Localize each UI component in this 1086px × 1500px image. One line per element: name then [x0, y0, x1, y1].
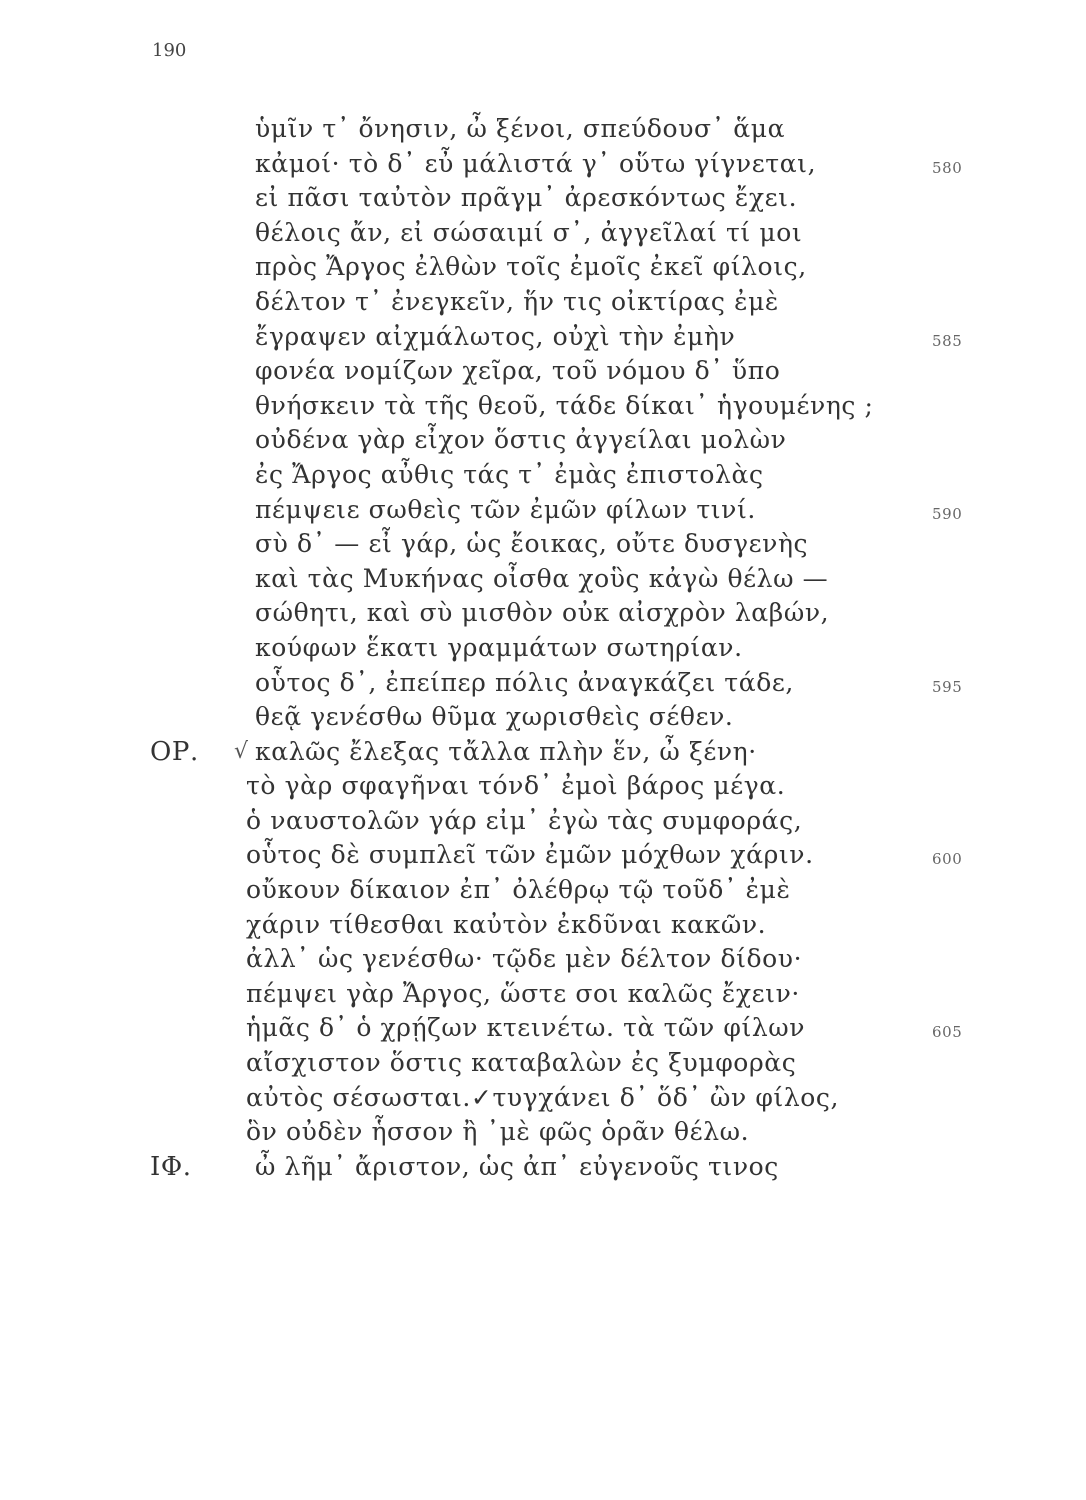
verse-text-line: πέμψει γὰρ Ἄργος, ὥστε σοι καλῶς ἔχειν· [246, 978, 800, 1008]
verse-line [150, 908, 1030, 943]
verse-text-line: ὦ λῆμ᾽ ἄριστον, ὡς ἀπ᾽ εὐγενοῦς τινος [255, 1151, 779, 1181]
line-number: 600 [932, 850, 963, 869]
verse-line [150, 769, 1030, 804]
verse-text-line: θνήσκειν τὰ τῆς θεοῦ, τάδε δίκαι᾽ ἡγουμένης ; [255, 390, 874, 420]
line-number: 605 [932, 1023, 963, 1042]
verse-text-line: ἐς Ἄργος αὖθις τάς τ᾽ ἐμὰς ἐπιστολὰς [255, 459, 764, 489]
verse-line [150, 735, 1030, 770]
verse-text-line: καὶ τὰς Μυκήνας οἶσθα χοὓς κἀγὼ θέλω — [255, 563, 829, 593]
verse-line [150, 458, 1030, 493]
verse-text-line: σώθητι, καὶ σὺ μισθὸν οὐκ αἰσχρὸν λαβών, [255, 598, 830, 628]
verse-text-line: ὁ ναυστολῶν γάρ εἰμ᾽ ἐγὼ τὰς συμφοράς, [246, 805, 803, 835]
verse-text-line: χάριν τίθεσθαι καὐτὸν ἐκδῦναι κακῶν. [246, 909, 767, 939]
verse-text [150, 112, 1030, 1184]
verse-text-line: ὃν οὐδὲν ἧσσον ἢ ᾽μὲ φῶς ὁρᾶν θέλω. [246, 1117, 750, 1147]
verse-text-line: δέλτον τ᾽ ἐνεγκεῖν, ἥν τις οἰκτίρας ἐμὲ [255, 286, 779, 316]
verse-line [150, 1011, 1030, 1046]
verse-line [150, 631, 1030, 666]
line-number: 595 [932, 677, 963, 696]
verse-line [150, 1046, 1030, 1081]
verse-line [150, 1150, 1030, 1185]
verse-text-line: ἔγραψεν αἰχμάλωτος, οὐχὶ τὴν ἐμὴν [255, 321, 736, 351]
verse-line [150, 250, 1030, 285]
verse-line [150, 181, 1030, 216]
verse-line [150, 596, 1030, 631]
verse-text-line: κἀμοί· τὸ δ᾽ εὖ μάλιστά γ᾽ οὕτω γίγνεται, [255, 148, 817, 178]
line-number: 585 [932, 331, 963, 350]
verse-line [150, 493, 1030, 528]
verse-line [150, 112, 1030, 147]
speaker-label: ΟΡ. [150, 736, 199, 767]
verse-line [150, 666, 1030, 701]
verse-text-line: οὗτος δ᾽, ἐπείπερ πόλις ἀναγκάζει τάδε, [255, 667, 794, 697]
verse-text-line: οὔκουν δίκαιον ἐπ᾽ ὀλέθρῳ τῷ τοῦδ᾽ ἐμὲ [246, 875, 791, 905]
line-number: 590 [932, 504, 963, 523]
verse-text-line: πρὸς Ἄργος ἐλθὼν τοῖς ἐμοῖς ἐκεῖ φίλοις, [255, 252, 807, 282]
page-number: 190 [152, 40, 187, 61]
verse-line [150, 562, 1030, 597]
verse-text-line: πέμψειε σωθεὶς τῶν ἐμῶν φίλων τινί. [255, 494, 756, 524]
verse-text-line: καλῶς ἔλεξας τἄλλα πλὴν ἕν, ὦ ξένη· [255, 736, 757, 766]
verse-line [150, 320, 1030, 355]
verse-line [150, 216, 1030, 251]
verse-text-line: ἀλλ᾽ ὡς γενέσθω· τῷδε μὲν δέλτον δίδου· [246, 944, 803, 974]
margin-mark: √ [234, 738, 249, 764]
verse-line [150, 285, 1030, 320]
verse-line [150, 838, 1030, 873]
verse-text-line: εἰ πᾶσι ταὐτὸν πρᾶγμ᾽ ἀρεσκόντως ἔχει. [255, 183, 798, 213]
verse-line [150, 873, 1030, 908]
verse-line [150, 977, 1030, 1012]
verse-line [150, 527, 1030, 562]
verse-text-line: ἡμᾶς δ᾽ ὁ χρῄζων κτεινέτω. τὰ τῶν φίλων [246, 1013, 806, 1043]
speaker-label: ΙΦ. [150, 1151, 192, 1182]
verse-text-line: τὸ γὰρ σφαγῆναι τόνδ᾽ ἐμοὶ βάρος μέγα. [246, 771, 786, 801]
verse-line [150, 147, 1030, 182]
verse-line [150, 700, 1030, 735]
verse-text-line: θεᾷ γενέσθω θῦμα χωρισθεὶς σέθεν. [255, 702, 734, 732]
verse-line [150, 354, 1030, 389]
verse-text-line: αἴσχιστον ὅστις καταβαλὼν ἐς ξυμφορὰς [246, 1048, 797, 1078]
verse-text-line: φονέα νομίζων χεῖρα, τοῦ νόμου δ᾽ ὕπο [255, 356, 781, 386]
verse-line [150, 1081, 1030, 1116]
verse-text-line: οὗτος δὲ συμπλεῖ τῶν ἐμῶν μόχθων χάριν. [246, 840, 814, 870]
verse-text-line: ὑμῖν τ᾽ ὄνησιν, ὦ ξένοι, σπεύδουσ᾽ ἅμα [255, 114, 786, 143]
verse-line [150, 942, 1030, 977]
line-number: 580 [932, 158, 963, 177]
verse-line [150, 389, 1030, 424]
verse-line [150, 1115, 1030, 1150]
verse-text-line: θέλοις ἄν, εἰ σώσαιμί σ᾽, ἀγγεῖλαί τί μοι [255, 217, 803, 247]
verse-text-line: αὐτὸς σέσωσται.✓τυγχάνει δ᾽ ὅδ᾽ ὢν φίλος, [246, 1082, 840, 1112]
verse-line [150, 423, 1030, 458]
verse-text-line: οὐδένα γὰρ εἶχον ὅστις ἀγγείλαι μολὼν [255, 425, 787, 455]
verse-line [150, 804, 1030, 839]
verse-text-line: σὺ δ᾽ — εἶ γάρ, ὡς ἔοικας, οὔτε δυσγενὴς [255, 529, 809, 559]
verse-text-line: κούφων ἕκατι γραμμάτων σωτηρίαν. [255, 632, 743, 662]
